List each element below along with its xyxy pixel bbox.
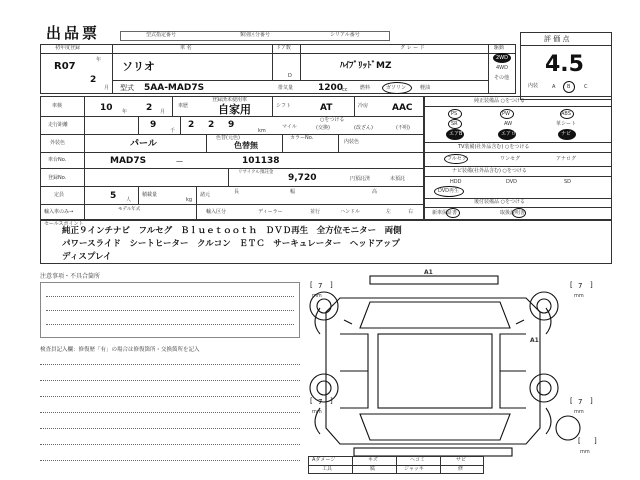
recycle-fee: 9,720 — [288, 173, 317, 183]
car-name: ソリオ — [122, 60, 155, 73]
displacement: 1200 — [318, 83, 344, 93]
selling-point-line-3: ディスプレイ — [62, 252, 112, 262]
damage-mark-side: A1 — [530, 337, 539, 344]
notes-label: 注意事項・不具合箇所 — [40, 273, 101, 280]
page-title: 出品票 — [46, 24, 101, 42]
first-reg-month: 2 — [90, 75, 97, 85]
chassis-number: 101138 — [242, 156, 280, 166]
inspection-month: 2 — [146, 103, 153, 113]
grade-label: グ レ ー ド — [400, 45, 425, 51]
usage-type: 自家用 — [218, 103, 251, 116]
first-reg-year: R07 — [54, 61, 76, 72]
car-damage-diagram — [300, 268, 620, 480]
damage-mark-top: A1 — [424, 269, 433, 276]
inspection-year: 10 — [100, 103, 113, 113]
selling-point-line-2: パワースライド シートヒーター クルコン ＥＴＣ サーキュレーター ヘッドアップ — [62, 239, 400, 249]
chassis-model: MAD7S — [110, 156, 147, 166]
auction-reg-label: 型式指定番号 — [146, 32, 177, 38]
shift-value: AT — [320, 103, 333, 113]
inspector-label: 検査員記入欄：修復歴「有」の場合は修復箇所・交換箇所を記入 — [40, 347, 200, 353]
first-reg-label: 初年度登録 — [55, 45, 81, 51]
category-no-label: 類別区分番号 — [240, 32, 271, 38]
serial-no-label: シリアル番号 — [330, 32, 360, 38]
color-change: 色替無 — [234, 141, 258, 150]
score-value: 4.5 — [545, 52, 584, 77]
grade-value: ﾊｲﾌﾞﾘｯﾄﾞMZ — [340, 61, 392, 71]
capacity: 5 — [110, 191, 117, 201]
exterior-color: パール — [130, 139, 157, 149]
make-label: 車 名 — [180, 45, 192, 51]
score-label: 評 価 点 — [544, 35, 570, 43]
model-code: 5AA-MAD7S — [144, 83, 205, 93]
selling-point-line-1: 純正９インチナビ フルセグ Ｂｌｕｅｔｏｏｔｈ ＤＶＤ再生 全方位モニター 両側 — [62, 226, 402, 236]
ac-value: AAC — [392, 103, 413, 113]
doors-label: ドア数 — [276, 45, 291, 51]
